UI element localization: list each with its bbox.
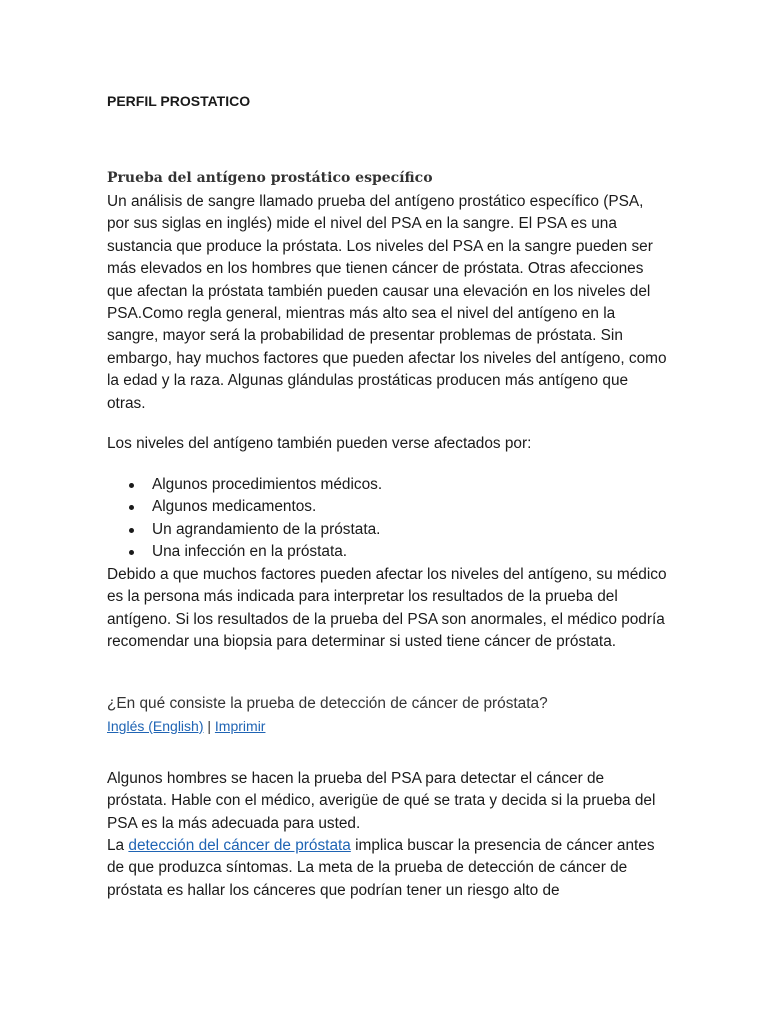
paragraph-screening-choice: Algunos hombres se hacen la prueba del PSA para detectar el cáncer de próstata. Hable con el médico, averigüe de qué se trata y decida si la prueba del PSA es la más adecuada para usted.	[107, 770, 656, 832]
print-link[interactable]: Imprimir	[214, 718, 266, 734]
bullet-icon	[129, 505, 134, 510]
list-item	[107, 496, 667, 518]
paragraph-interpretation: Debido a que muchos factores pueden afectar los niveles del antígeno, su médico es la persona más indicada para interpretar los resultados de la prueba del antígeno. Si los resultados de la prueba del PSA son anormales, el médico podría recomendar una biopsia para determinar si usted tiene cáncer de próstata.	[107, 566, 667, 651]
list-item-text: Algunos procedimientos médicos.	[152, 476, 383, 493]
language-print-links	[107, 716, 265, 736]
list-item-text: Algunos medicamentos.	[152, 498, 317, 516]
question-heading: ¿En qué consiste la prueba de detección de cáncer de próstata?	[107, 695, 548, 712]
paragraph-rest: implica buscar la presencia de cáncer antes de que produzca síntomas. La meta de la prueba de detección de cáncer de próstata es hallar los cánceres que podrían tener un riesgo alto de	[107, 837, 655, 899]
screening-link[interactable]: detección del cáncer de próstata	[128, 837, 351, 854]
list-item	[107, 474, 667, 496]
list-item-text: Un agrandamiento de la próstata.	[152, 520, 381, 538]
list-item-text: Una infección en la próstata.	[152, 543, 348, 561]
list-item	[107, 519, 667, 541]
link-separator: |	[203, 718, 215, 734]
list-item	[107, 541, 667, 563]
english-link[interactable]: Inglés (English)	[107, 718, 204, 734]
paragraph-screening-goal	[107, 835, 667, 902]
paragraph-prefix: La	[107, 837, 129, 854]
paragraph-psa-intro: Un análisis de sangre llamado prueba del antígeno prostático específico (PSA, por sus siglas en inglés) mide el nivel del PSA en la sangre. El PSA es una sustancia que produce la próstata. Los niveles del PSA en la sangre pueden ser más elevados en los hombres que tienen cáncer de próstata. Otras afecciones que afectan la próstata también pueden causar una elevación en los niveles del PSA.Como regla general, mientras más alto sea el nivel del antígeno en la sangre, mayor será la probabilidad de presentar problemas de próstata. Sin embargo, hay muchos factores que pueden afectar los niveles del antígeno, como la edad y la raza. Algunas glándulas prostáticas producen más antígeno que otras.	[107, 193, 667, 412]
bullet-icon	[129, 550, 134, 555]
bullet-icon	[129, 528, 134, 533]
section-heading: Prueba del antígeno prostático específico	[107, 170, 433, 186]
paragraph-affected-by: Los niveles del antígeno también pueden verse afectados por:	[107, 435, 532, 452]
document-title: PERFIL PROSTATICO	[107, 93, 251, 109]
bullet-icon	[129, 483, 134, 488]
factors-list	[107, 474, 667, 564]
